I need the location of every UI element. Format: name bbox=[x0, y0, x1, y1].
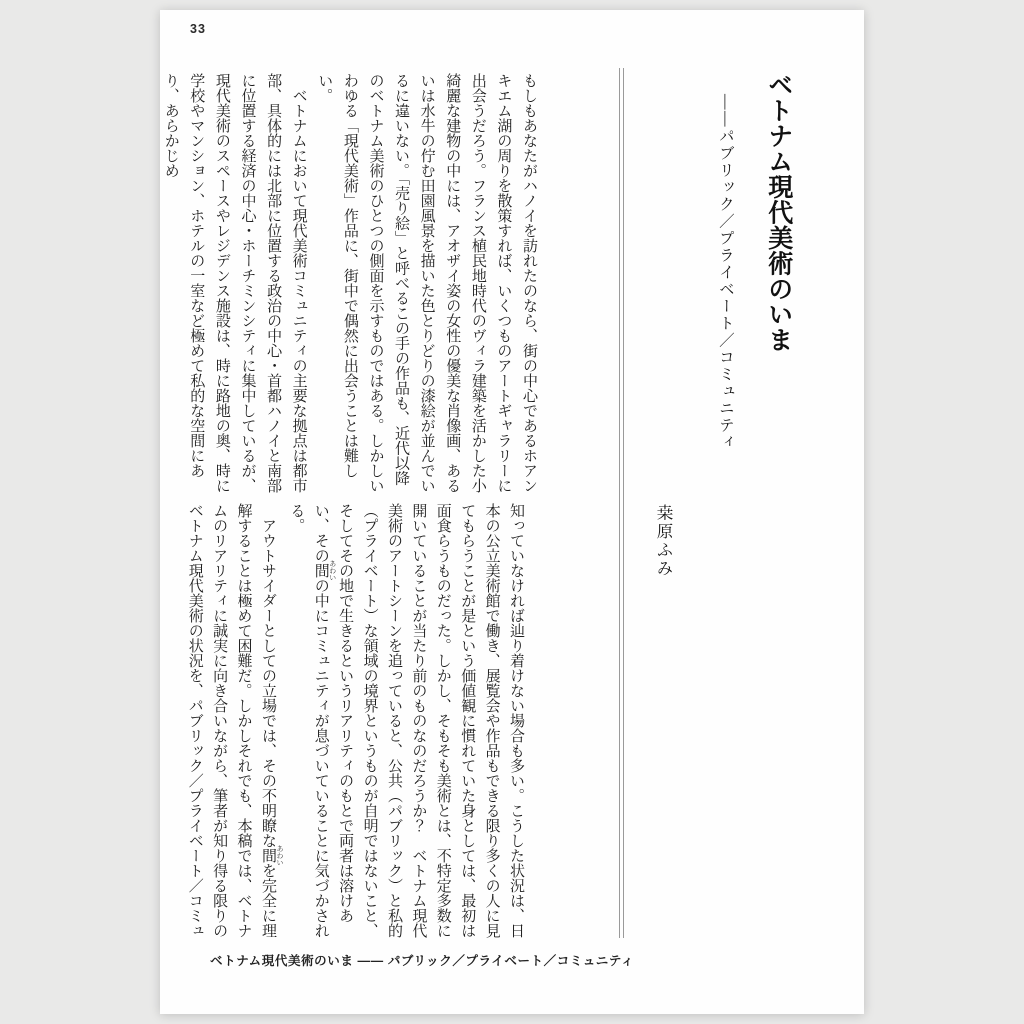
ruby-annotated-word: 間 あわい bbox=[259, 845, 284, 866]
body-paragraph: 知っていなければ辿り着けない場合も多い。こうした状況は、日本の公立美術館で働き、展覧会や作品もできる限り多くの人に見てもらうことが是という価値観に慣れていた身としては、最初は面食らうものだった。しかし、そもそも美術とは、不特定多数に開いていることが当たり前のものなのだろうか？ ベトナム現代美術のアートシーンを追っていると、公共（パブリック）と私的（プライベート）な領域の境界というものが自明ではないこと、そしてその地で生きるというリアリティのもとで両者は溶けあい、その間 あわいの中にコミュニティが息づいていることに気づかされる。 bbox=[288, 503, 524, 938]
page-sheet bbox=[160, 10, 864, 1014]
author-name: 桒原ふみ bbox=[654, 504, 673, 578]
body-text-block-lower bbox=[181, 503, 528, 940]
article-subtitle: ――パブリック／プライベート／コミュニティ bbox=[716, 94, 734, 451]
body-text-block-upper bbox=[162, 73, 541, 496]
article-title: ベトナム現代美術のいま bbox=[764, 72, 792, 353]
running-footer: ベトナム現代美術のいま ―― パブリック／プライベート／コミュニティ bbox=[210, 954, 635, 968]
page-number: 33 bbox=[190, 22, 206, 36]
divider-double-rule bbox=[619, 68, 624, 938]
body-paragraph: もしもあなたがハノイを訪れたのなら、街の中心であるホアンキエム湖の周りを散策すれば、いくつものアートギャラリーに出会うだろう。フランス植民地時代のヴィラ建築を活かした小綺麗な建物の中には、アオザイ姿の女性の優美な肖像画、あるいは水牛の佇む田園風景を描いた色とりどりの漆絵が並んでいるに違いない。「売り絵」と呼べるこの手の作品も、近代以降のベトナム美術のひとつの側面を示すものではある。しかしいわゆる「現代美術」作品に、街中で偶然に出会うことは難しい。 bbox=[316, 73, 537, 493]
ruby-annotated-word: 間 あわい bbox=[312, 560, 337, 581]
body-paragraph: ベトナムにおいて現代美術コミュニティの主要な拠点は都市部、具体的には北部に位置する政治の中心・首都ハノイと南部に位置する経済の中心・ホーチミンシティに集中しているが、現代美術のスペースやレジデンス施設は、時に路地の奥、時に学校やマンション、ホテルの一室など極めて私的な空間にあり、あらかじめ bbox=[162, 73, 307, 493]
body-paragraph: アウトサイダーとしての立場では、その不明瞭な間 あわいを完全に理解することは極めて困難だ。しかしそれでも、本稿では、ベトナムのリアリティに誠実に向き合いながら、筆者が知り得る限りのベトナム現代美術の状況を、パブリック／プライベート／コミュ bbox=[186, 503, 284, 938]
